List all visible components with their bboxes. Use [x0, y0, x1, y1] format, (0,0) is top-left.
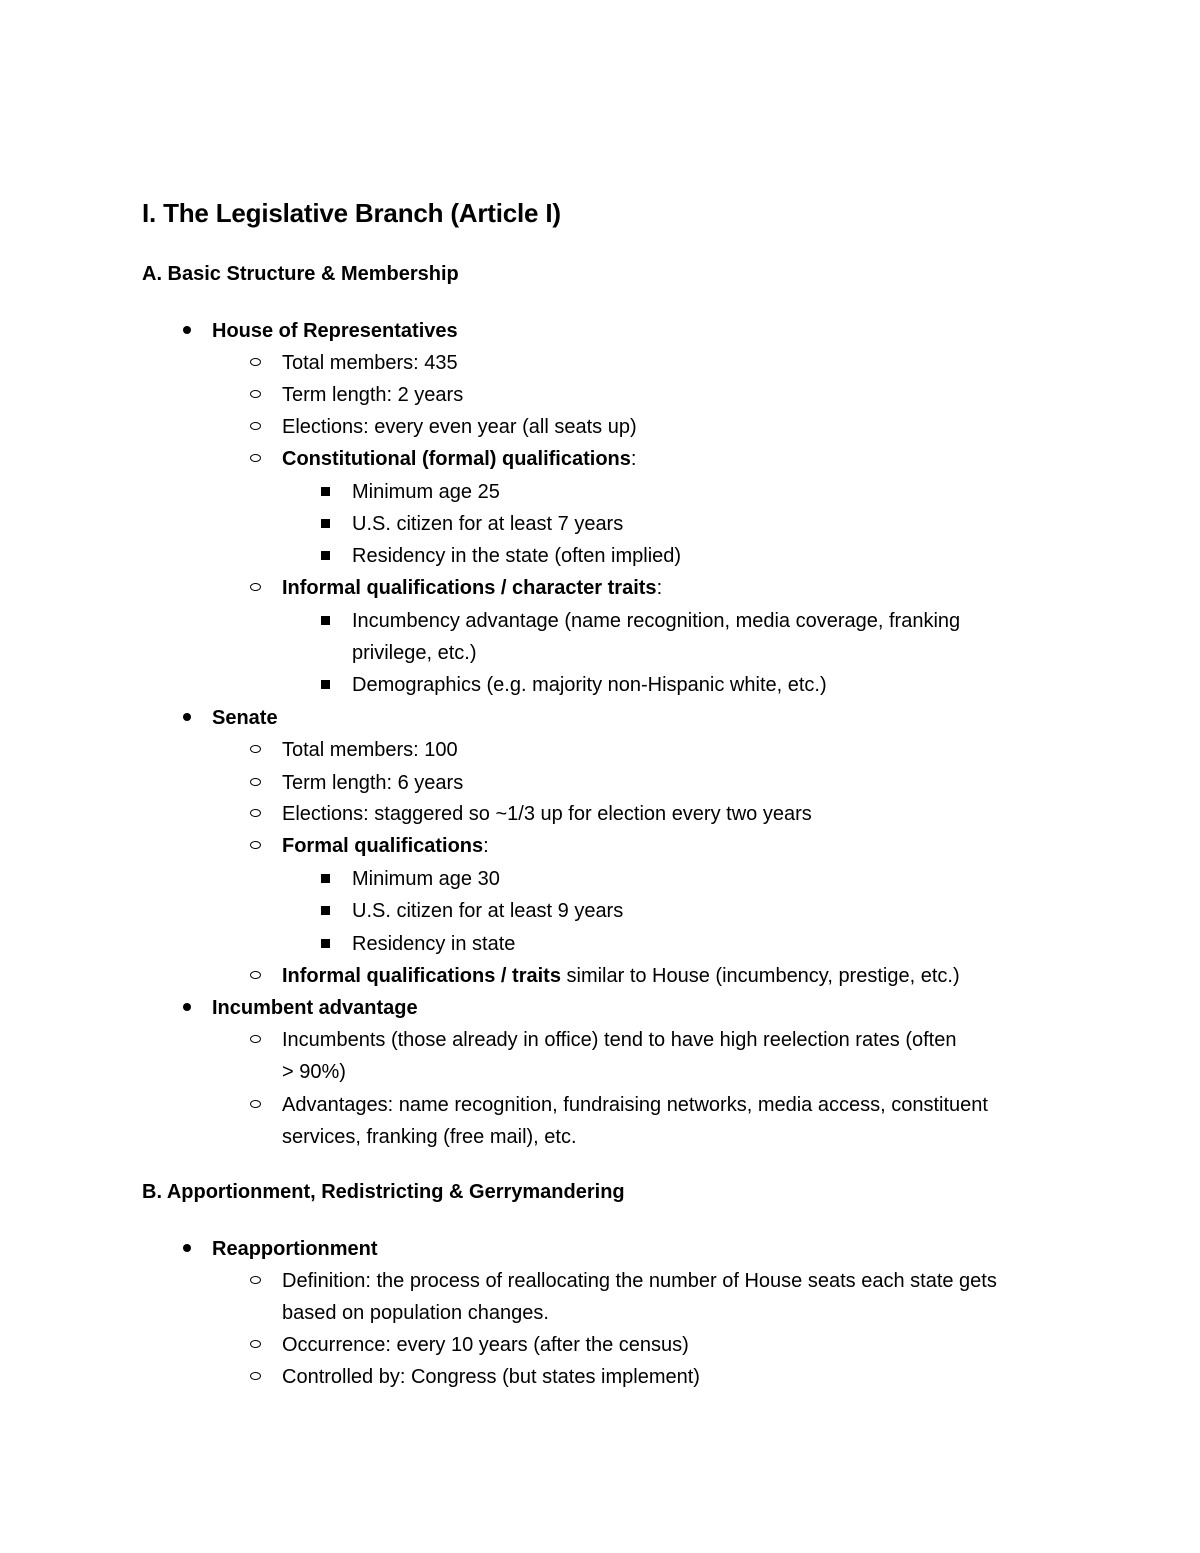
bullet-circle-icon — [240, 1265, 270, 1297]
house-total: Total members: 435 — [282, 352, 458, 374]
bullet-dot-icon — [172, 992, 202, 1024]
bullet-circle-icon — [240, 379, 270, 411]
list-item — [282, 572, 662, 604]
house-label: House of Representatives — [212, 320, 458, 342]
bullet-square-icon — [310, 895, 340, 927]
house-informal-item: Demographics (e.g. majority non-Hispanic white, etc.) — [352, 674, 827, 696]
house-formal-item: U.S. citizen for at least 7 years — [352, 513, 624, 535]
list-item — [282, 767, 463, 799]
page-title: I. The Legislative Branch (Article I) — [142, 198, 561, 228]
bullet-circle-icon — [240, 767, 270, 799]
bullet-circle-icon — [240, 830, 270, 862]
bullet-dot-icon — [172, 1233, 202, 1265]
list-item — [352, 508, 623, 540]
bullet-circle-icon — [240, 1361, 270, 1393]
house-formal-item: Residency in the state (often implied) — [352, 545, 682, 567]
incumbent-item: Incumbents (those already in office) tend to have high reelection rates (often — [282, 1029, 957, 1051]
list-item — [212, 702, 278, 734]
incumbent-item: Advantages: name recognition, fundraising networks, media access, constituent — [282, 1094, 988, 1116]
list-item — [212, 1233, 378, 1265]
list-item — [282, 379, 463, 411]
senate-elections: Elections: staggered so ~1/3 up for election every two years — [282, 803, 812, 825]
bullet-circle-icon — [240, 798, 270, 830]
reapportionment-controlled: Controlled by: Congress (but states implement) — [282, 1366, 700, 1388]
bullet-circle-icon — [240, 1089, 270, 1121]
bullet-circle-icon — [240, 411, 270, 443]
reapportionment-label: Reapportionment — [212, 1238, 378, 1260]
house-formal-label: Constitutional (formal) qualifications — [282, 448, 631, 470]
list-item — [352, 895, 623, 927]
reapportionment-occurrence: Occurrence: every 10 years (after the census) — [282, 1334, 689, 1356]
reapportionment-def-cont: based on population changes. — [282, 1302, 549, 1324]
list-item — [282, 1089, 988, 1121]
bullet-circle-icon — [240, 347, 270, 379]
list-item-continuation — [282, 1297, 549, 1329]
list-item — [282, 411, 637, 443]
list-item — [352, 669, 827, 701]
incumbent-item-cont: services, franking (free mail), etc. — [282, 1126, 577, 1148]
section-a-heading: A. Basic Structure & Membership — [142, 263, 459, 285]
colon: : — [630, 448, 637, 470]
list-item — [282, 347, 458, 379]
bullet-circle-icon — [240, 1024, 270, 1056]
list-item — [352, 928, 515, 960]
list-item — [282, 798, 812, 830]
house-informal-item-cont: privilege, etc.) — [352, 642, 477, 664]
bullet-square-icon — [310, 669, 340, 701]
bullet-dot-icon — [172, 315, 202, 347]
senate-formal-label: Formal qualifications — [282, 835, 484, 857]
list-item-continuation — [352, 637, 477, 669]
house-informal-item: Incumbency advantage (name recognition, media coverage, franking — [352, 610, 961, 632]
list-item — [212, 315, 458, 347]
house-elections: Elections: every even year (all seats up) — [282, 416, 637, 438]
list-item — [352, 605, 960, 637]
list-item — [352, 863, 500, 895]
list-item — [282, 830, 489, 862]
house-informal-label: Informal qualifications / character traits — [282, 577, 657, 599]
senate-term: Term length: 6 years — [282, 772, 464, 794]
list-item — [282, 1329, 689, 1361]
colon: : — [656, 577, 663, 599]
senate-formal-item: Minimum age 30 — [352, 868, 500, 890]
bullet-circle-icon — [240, 960, 270, 992]
senate-informal-rest: similar to House (incumbency, prestige, etc.) — [560, 965, 960, 987]
senate-total: Total members: 100 — [282, 739, 458, 761]
bullet-circle-icon — [240, 734, 270, 766]
senate-formal-item: U.S. citizen for at least 9 years — [352, 900, 624, 922]
senate-informal-label: Informal qualifications / traits — [282, 965, 561, 987]
bullet-square-icon — [310, 928, 340, 960]
bullet-square-icon — [310, 540, 340, 572]
list-item — [282, 734, 458, 766]
list-item-continuation — [282, 1056, 346, 1088]
house-formal-item: Minimum age 25 — [352, 481, 500, 503]
list-item — [282, 1361, 700, 1393]
incumbent-item-cont: > 90%) — [282, 1061, 346, 1083]
list-item — [352, 540, 681, 572]
bullet-dot-icon — [172, 702, 202, 734]
senate-formal-item: Residency in state — [352, 933, 516, 955]
bullet-square-icon — [310, 508, 340, 540]
list-item — [282, 960, 960, 992]
list-item — [212, 992, 418, 1024]
list-item-continuation — [282, 1121, 577, 1153]
senate-label: Senate — [212, 707, 278, 729]
bullet-square-icon — [310, 605, 340, 637]
list-item — [282, 1265, 997, 1297]
list-item — [282, 1024, 956, 1056]
bullet-square-icon — [310, 476, 340, 508]
list-item — [352, 476, 500, 508]
list-item — [282, 443, 636, 475]
incumbent-label: Incumbent advantage — [212, 997, 418, 1019]
bullet-circle-icon — [240, 572, 270, 604]
reapportionment-def: Definition: the process of reallocating the number of House seats each state gets — [282, 1270, 997, 1292]
section-b-heading: B. Apportionment, Redistricting & Gerrymandering — [142, 1181, 625, 1203]
bullet-square-icon — [310, 863, 340, 895]
bullet-circle-icon — [240, 1329, 270, 1361]
house-term: Term length: 2 years — [282, 384, 464, 406]
colon: : — [483, 835, 489, 857]
bullet-circle-icon — [240, 443, 270, 475]
